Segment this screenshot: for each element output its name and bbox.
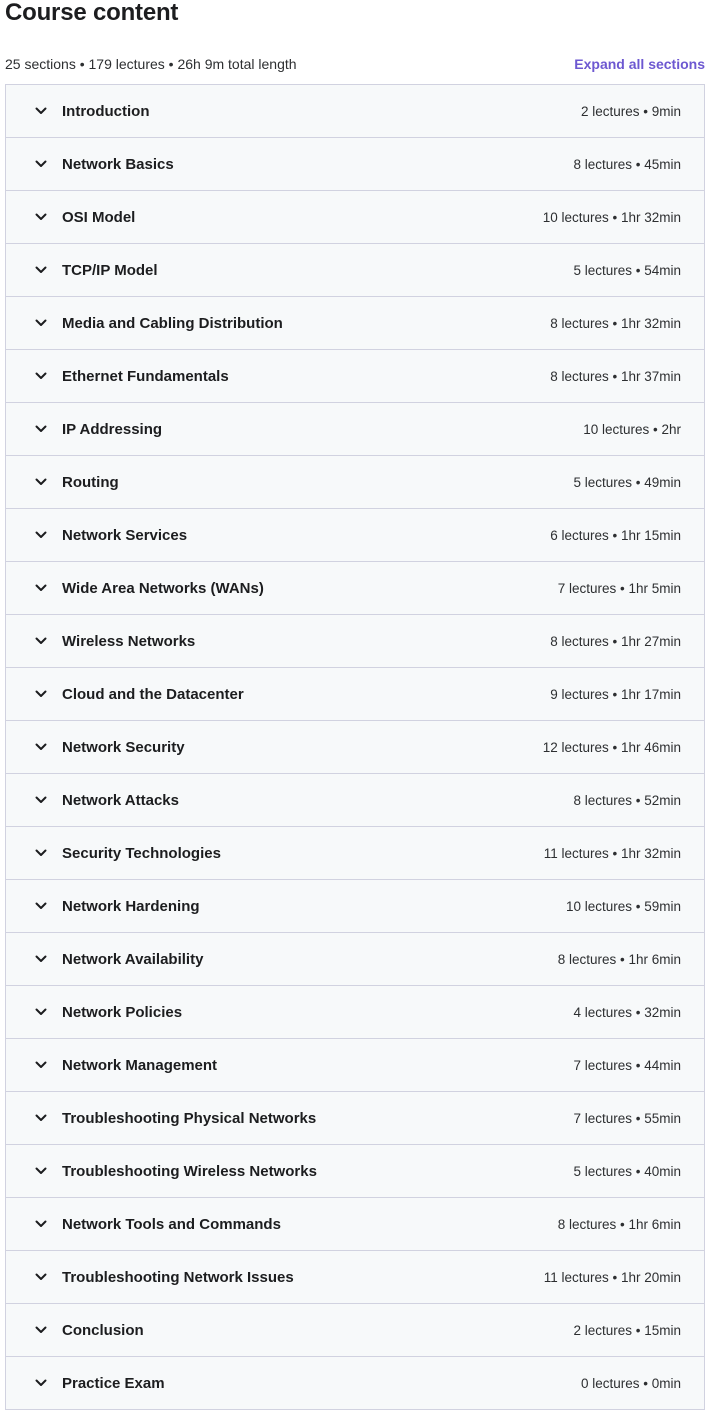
section-title: Network Tools and Commands <box>62 1215 281 1233</box>
section-lecture-count: 4 lectures • 32min <box>573 1004 681 1020</box>
section-title: Cloud and the Datacenter <box>62 685 244 703</box>
section-lecture-count: 5 lectures • 54min <box>573 262 681 278</box>
section-header[interactable] <box>6 191 704 244</box>
section-title: Wireless Networks <box>62 632 196 650</box>
chevron-down-icon <box>34 634 48 648</box>
page-title: Course content <box>5 0 179 26</box>
section-lecture-count: 8 lectures • 1hr 37min <box>550 368 681 384</box>
section-title: Network Services <box>62 526 188 544</box>
section-title: Network Management <box>62 1056 218 1074</box>
section-lecture-count: 5 lectures • 40min <box>573 1163 681 1179</box>
section-header[interactable] <box>6 986 704 1039</box>
chevron-down-icon <box>34 1005 48 1019</box>
section-header[interactable] <box>6 1304 704 1357</box>
section-lecture-count: 7 lectures • 55min <box>573 1110 681 1126</box>
section-lecture-count: 2 lectures • 15min <box>573 1322 681 1338</box>
chevron-down-icon <box>34 1270 48 1284</box>
chevron-down-icon <box>34 422 48 436</box>
course-summary: 25 sections • 179 lectures • 26h 9m total length <box>5 56 297 72</box>
section-lecture-count: 10 lectures • 59min <box>565 898 681 914</box>
section-lecture-count: 7 lectures • 44min <box>573 1057 681 1073</box>
chevron-down-icon <box>34 899 48 913</box>
section-lecture-count: 11 lectures • 1hr 20min <box>543 1269 681 1285</box>
section-header[interactable] <box>6 85 704 138</box>
section-header[interactable] <box>6 1092 704 1145</box>
section-header[interactable] <box>6 615 704 668</box>
section-header[interactable] <box>6 933 704 986</box>
section-lecture-count: 5 lectures • 49min <box>573 474 681 490</box>
section-title: Network Hardening <box>62 897 200 915</box>
section-header[interactable] <box>6 456 704 509</box>
chevron-down-icon <box>34 793 48 807</box>
section-title: TCP/IP Model <box>62 261 158 279</box>
chevron-down-icon <box>34 1058 48 1072</box>
section-lecture-count: 2 lectures • 9min <box>580 103 681 119</box>
section-header[interactable] <box>6 244 704 297</box>
section-lecture-count: 8 lectures • 45min <box>573 156 681 172</box>
section-lecture-count: 7 lectures • 1hr 5min <box>557 580 681 596</box>
section-title: Security Technologies <box>62 844 221 862</box>
section-lecture-count: 8 lectures • 52min <box>573 792 681 808</box>
chevron-down-icon <box>34 104 48 118</box>
section-lecture-count: 12 lectures • 1hr 46min <box>542 739 681 755</box>
chevron-down-icon <box>34 952 48 966</box>
section-title: Media and Cabling Distribution <box>62 314 283 332</box>
section-title: Network Security <box>62 738 185 756</box>
section-title: Wide Area Networks (WANs) <box>62 579 264 597</box>
section-title: Network Availability <box>62 950 204 968</box>
section-title: Conclusion <box>62 1321 144 1339</box>
section-header[interactable] <box>6 1357 704 1410</box>
section-header[interactable] <box>6 509 704 562</box>
section-lecture-count: 8 lectures • 1hr 32min <box>550 315 681 331</box>
chevron-down-icon <box>34 1376 48 1390</box>
chevron-down-icon <box>34 1111 48 1125</box>
section-header[interactable] <box>6 1039 704 1092</box>
section-header[interactable] <box>6 350 704 403</box>
chevron-down-icon <box>34 157 48 171</box>
section-title: Practice Exam <box>62 1374 165 1392</box>
section-title: Ethernet Fundamentals <box>62 367 229 385</box>
section-header[interactable] <box>6 297 704 350</box>
section-title: OSI Model <box>62 208 136 226</box>
section-lecture-count: 10 lectures • 1hr 32min <box>542 209 681 225</box>
section-header[interactable] <box>6 1251 704 1304</box>
section-title: IP Addressing <box>62 420 163 438</box>
chevron-down-icon <box>34 1323 48 1337</box>
section-header[interactable] <box>6 403 704 456</box>
section-title: Routing <box>62 473 119 491</box>
chevron-down-icon <box>34 528 48 542</box>
section-header[interactable] <box>6 138 704 191</box>
section-title: Network Attacks <box>62 791 179 809</box>
chevron-down-icon <box>34 1217 48 1231</box>
section-title: Introduction <box>62 102 150 120</box>
chevron-down-icon <box>34 846 48 860</box>
section-header[interactable] <box>6 721 704 774</box>
section-lecture-count: 0 lectures • 0min <box>580 1375 681 1391</box>
expand-all-sections-button[interactable]: Expand all sections <box>574 56 705 72</box>
chevron-down-icon <box>34 740 48 754</box>
section-lecture-count: 8 lectures • 1hr 27min <box>550 633 681 649</box>
section-title: Troubleshooting Network Issues <box>62 1268 294 1286</box>
chevron-down-icon <box>34 210 48 224</box>
section-title: Network Policies <box>62 1003 183 1021</box>
chevron-down-icon <box>34 316 48 330</box>
chevron-down-icon <box>34 581 48 595</box>
chevron-down-icon <box>34 369 48 383</box>
section-header[interactable] <box>6 668 704 721</box>
section-header[interactable] <box>6 1198 704 1251</box>
course-summary-row <box>5 54 705 74</box>
section-header[interactable] <box>6 827 704 880</box>
section-header[interactable] <box>6 774 704 827</box>
section-lecture-count: 10 lectures • 2hr <box>583 421 681 437</box>
chevron-down-icon <box>34 475 48 489</box>
section-header[interactable] <box>6 1145 704 1198</box>
section-title: Network Basics <box>62 155 174 173</box>
chevron-down-icon <box>34 1164 48 1178</box>
section-header[interactable] <box>6 880 704 933</box>
section-lecture-count: 9 lectures • 1hr 17min <box>550 686 681 702</box>
section-lecture-count: 8 lectures • 1hr 6min <box>557 1216 681 1232</box>
chevron-down-icon <box>34 263 48 277</box>
section-lecture-count: 6 lectures • 1hr 15min <box>550 527 681 543</box>
section-title: Troubleshooting Physical Networks <box>62 1109 317 1127</box>
section-title: Troubleshooting Wireless Networks <box>62 1162 317 1180</box>
section-lecture-count: 11 lectures • 1hr 32min <box>543 845 681 861</box>
chevron-down-icon <box>34 687 48 701</box>
section-lecture-count: 8 lectures • 1hr 6min <box>557 951 681 967</box>
section-header[interactable] <box>6 562 704 615</box>
course-sections-list <box>5 84 705 1410</box>
